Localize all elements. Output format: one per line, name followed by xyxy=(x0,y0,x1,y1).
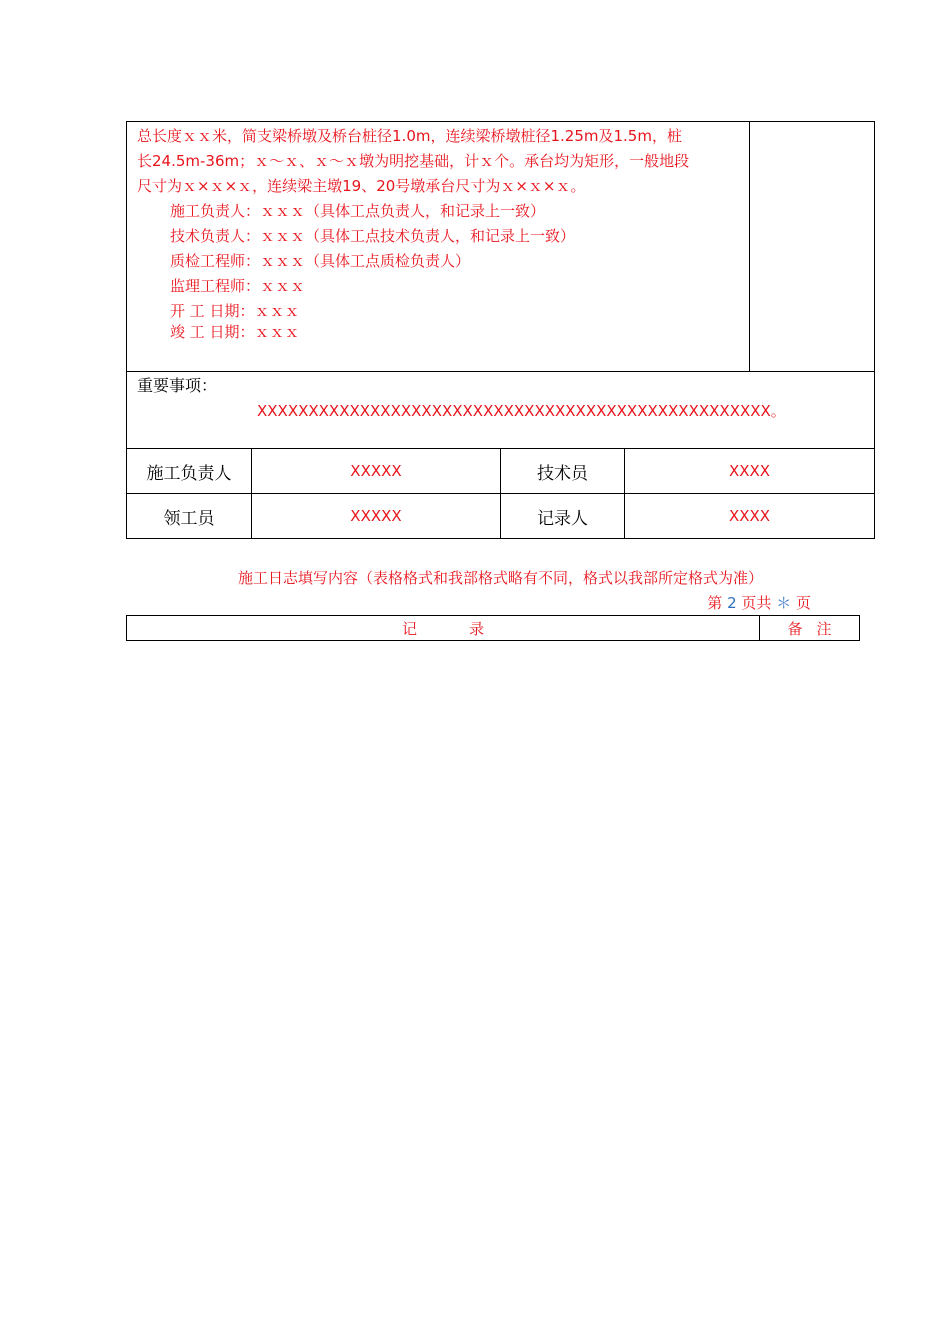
remarks-cell xyxy=(750,122,874,372)
note-column-header: 备注 xyxy=(787,619,846,638)
record-table-header xyxy=(126,615,860,641)
recorder-label: 记录人 xyxy=(501,494,625,538)
record-column-header: 记录 xyxy=(127,616,760,640)
important-items-text: XXXXXXXXXXXXXXXXXXXXXXXXXXXXXXXXXXXXXXXXXXXXXXXXXX。 xyxy=(257,402,786,420)
important-items-cell xyxy=(127,372,874,449)
start-date-line: 开 工 日期：ｘｘｘ xyxy=(170,302,300,320)
foreman-label: 领工员 xyxy=(127,494,252,538)
construction-manager-label: 施工负责人 xyxy=(127,449,252,493)
content-line-2: 长24.5m-36m；ｘ～ｘ、ｘ～ｘ墩为明挖基础，计ｘ个。承台均为矩形，一般地段 xyxy=(137,152,690,170)
page-counter xyxy=(707,592,811,613)
quality-engineer-line: 质检工程师：ｘｘｘ（具体工点质检负责人） xyxy=(170,252,471,270)
signature-row-2 xyxy=(127,494,874,538)
content-line-1: 总长度ｘｘ米，简支梁桥墩及桥台桩径1.0m，连续梁桥墩桩径1.25m及1.5m，桩 xyxy=(137,127,682,145)
fill-instructions-note: 施工日志填写内容（表格格式和我部格式略有不同，格式以我部所定格式为准） xyxy=(237,569,763,587)
technician-label: 技术员 xyxy=(501,449,625,493)
page-suffix: 页 xyxy=(795,594,811,612)
foreman-value: XXXXX xyxy=(252,494,501,538)
supervision-engineer-line: 监理工程师：ｘｘｘ xyxy=(170,277,306,295)
technical-manager-line: 技术负责人：ｘｘｘ（具体工点技术负责人，和记录上一致） xyxy=(170,227,576,245)
recorder-value: XXXX xyxy=(728,507,771,525)
construction-log-table xyxy=(126,121,875,539)
content-line-3: 尺寸为ｘ×ｘ×ｘ，连续梁主墩19、20号墩承台尺寸为ｘ×ｘ×ｘ。 xyxy=(137,177,586,195)
signature-row-1 xyxy=(127,449,874,494)
construction-manager-value: XXXXX xyxy=(252,449,501,493)
total-pages: ＊ xyxy=(776,594,792,612)
completion-date-line: 竣 工 日期：ｘｘｘ xyxy=(170,323,300,341)
important-items-label: 重要事项： xyxy=(137,376,218,395)
technician-value: XXXX xyxy=(728,462,771,480)
current-page-number: 2 xyxy=(727,594,737,612)
page-prefix: 第 xyxy=(707,594,723,612)
page-middle: 页共 xyxy=(741,594,772,612)
construction-manager-line: 施工负责人：ｘｘｘ（具体工点负责人，和记录上一致） xyxy=(170,202,546,220)
log-content-cell xyxy=(127,122,750,372)
